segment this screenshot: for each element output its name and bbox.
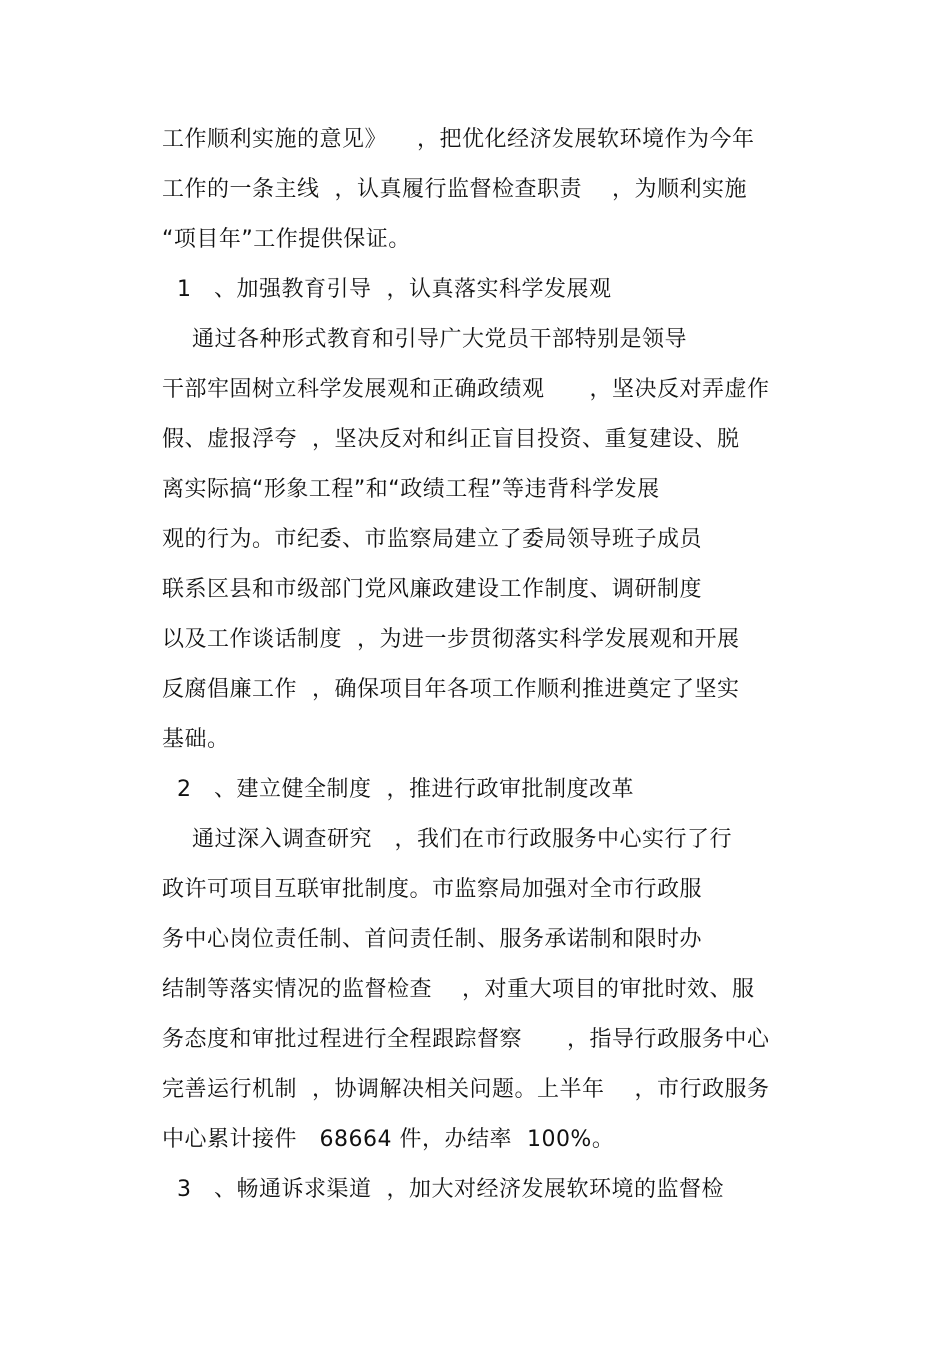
text-line-21: 中心累计接件 68664 件，办结率 100%。 xyxy=(162,1127,615,1152)
text-line-16: 政许可项目互联审批制度。市监察局加强对全市行政服 xyxy=(162,877,703,902)
text-line-13: 基础。 xyxy=(162,727,230,752)
text-line-12: 反腐倡廉工作 ，确保项目年各项工作顺利推进奠定了坚实 xyxy=(162,677,740,702)
text-line-9: 观的行为。市纪委、市监察局建立了委局领导班子成员 xyxy=(162,527,703,552)
text-line-2: 工作的一条主线 ，认真履行监督检查职责 ，为顺利实施 xyxy=(162,177,747,202)
text-line-15: 通过深入调查研究 ，我们在市行政服务中心实行了行 xyxy=(162,827,732,852)
section-heading-2: 2 、建立健全制度 ，推进行政审批制度改革 xyxy=(162,777,634,802)
text-line-18: 结制等落实情况的监督检查 ，对重大项目的审批时效、服 xyxy=(162,977,755,1002)
text-line-19: 务态度和审批过程进行全程跟踪督察 ，指导行政服务中心 xyxy=(162,1027,770,1052)
text-line-7: 假、虚报浮夸 ，坚决反对和纠正盲目投资、重复建设、脱 xyxy=(162,427,740,452)
text-line-6: 干部牢固树立科学发展观和正确政绩观 ，坚决反对弄虚作 xyxy=(162,377,770,402)
text-line-8: 离实际搞“形象工程”和“政绩工程”等违背科学发展 xyxy=(162,477,660,502)
text-line-20: 完善运行机制 ，协调解决相关问题。上半年 ，市行政服务 xyxy=(162,1077,770,1102)
section-heading-3: 3 、畅通诉求渠道 ，加大对经济发展软环境的监督检 xyxy=(162,1177,724,1202)
text-line-10: 联系区县和市级部门党风廉政建设工作制度、调研制度 xyxy=(162,577,703,602)
text-line-3: “项目年”工作提供保证。 xyxy=(162,227,411,252)
text-line-1: 工作顺利实施的意见》 ，把优化经济发展软环境作为今年 xyxy=(162,127,755,152)
text-line-5: 通过各种形式教育和引导广大党员干部特别是领导 xyxy=(162,327,687,352)
text-line-11: 以及工作谈话制度 ，为进一步贯彻落实科学发展观和开展 xyxy=(162,627,740,652)
text-line-17: 务中心岗位责任制、首问责任制、服务承诺制和限时办 xyxy=(162,927,703,952)
section-heading-1: 1 、加强教育引导 ，认真落实科学发展观 xyxy=(162,277,612,302)
